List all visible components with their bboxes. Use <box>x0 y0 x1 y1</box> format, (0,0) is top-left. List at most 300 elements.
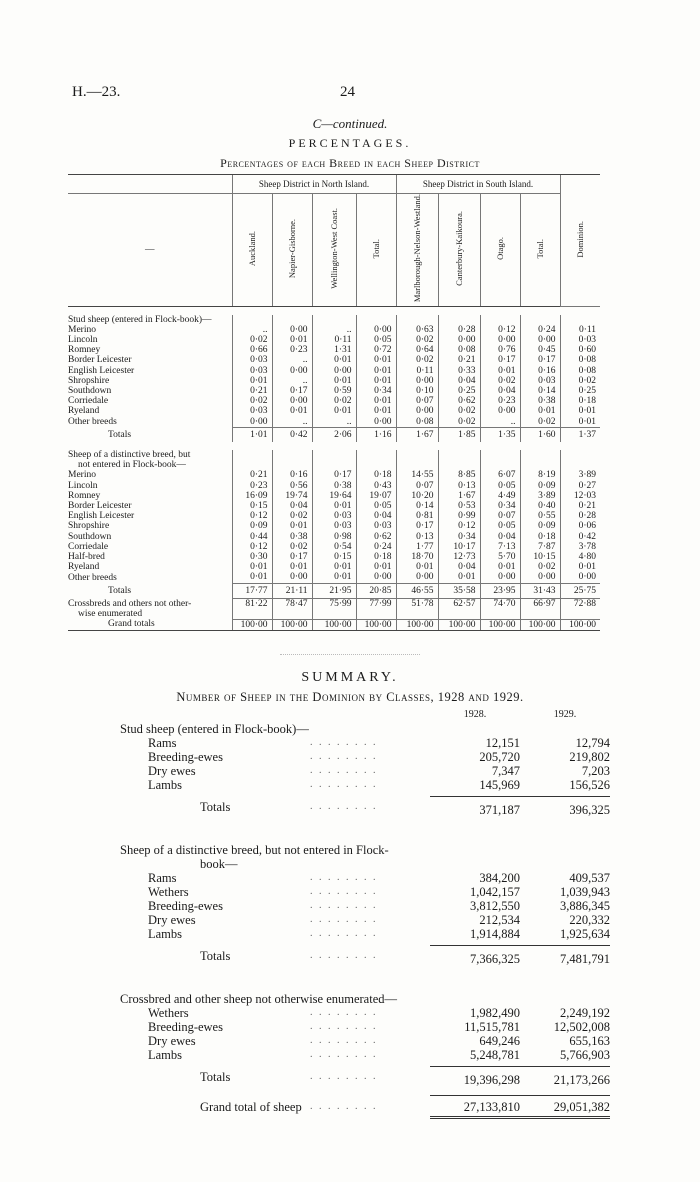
table-cell: 0·04 <box>480 386 520 396</box>
table-cell: 0·38 <box>520 396 560 406</box>
leader-dots: . . . . . . . . <box>310 1021 378 1032</box>
table-cell: 0·02 <box>520 417 560 428</box>
table-cell: .. <box>272 417 312 428</box>
table-cell: 0·02 <box>232 335 272 345</box>
table-cell: 0·00 <box>272 396 312 406</box>
table-cell: 0·30 <box>232 552 272 562</box>
row-label: Totals <box>108 429 132 440</box>
table-cell: 0·02 <box>272 542 312 552</box>
summary-title: SUMMARY. <box>301 670 399 685</box>
table-cell: 0·56 <box>272 481 312 491</box>
table-cell: 0·02 <box>396 355 438 365</box>
column-header: Marlborough-Nelson-Westland. <box>396 194 438 306</box>
table-cell: 0·04 <box>480 532 520 542</box>
table-cell: 2·06 <box>312 427 356 442</box>
table-cell: 0·81 <box>396 511 438 521</box>
table-cell: 0·63 <box>396 325 438 335</box>
row-label: Romney <box>68 490 101 501</box>
leader-dots: . . . . . . . . <box>310 765 378 776</box>
table-cell: 0·12 <box>232 511 272 521</box>
table-cell: 0·00 <box>560 572 600 583</box>
table-row <box>68 542 600 552</box>
table-cell: 0·04 <box>438 376 480 386</box>
table-cell: 100·00 <box>560 619 600 630</box>
row-label: Southdown <box>68 385 112 396</box>
table-row <box>120 1034 610 1048</box>
table-cell: 78·47 <box>272 598 312 609</box>
column-header: Total. <box>520 194 560 306</box>
table-cell: 0·00 <box>232 417 272 428</box>
table-cell: 0·17 <box>520 355 560 365</box>
table-cell: 0·02 <box>272 511 312 521</box>
table-cell: 0·17 <box>312 470 356 480</box>
row-label: Dry ewes <box>148 764 196 778</box>
section-heading-row <box>68 609 600 619</box>
table-cell: 0·01 <box>312 376 356 386</box>
table-cell: 0·08 <box>396 417 438 428</box>
section-heading: book— <box>200 857 238 871</box>
spacer-row <box>120 817 610 843</box>
table-cell: 0·12 <box>438 521 480 531</box>
table-cell: 25·75 <box>560 583 600 598</box>
leader-dots: . . . . . . . . <box>310 800 378 812</box>
continued-heading: C—continued. <box>312 116 388 131</box>
table-row <box>120 927 610 941</box>
page-number: 24 <box>340 84 355 100</box>
row-label: Lincoln <box>68 480 98 491</box>
table-cell: 14·55 <box>396 470 438 480</box>
table-cell: 0·01 <box>272 562 312 572</box>
table-cell: 12·73 <box>438 552 480 562</box>
table-cell: 0·01 <box>312 355 356 365</box>
table-cell: .. <box>480 417 520 428</box>
value-1929: 396,325 <box>520 797 610 818</box>
table-cell: 0·00 <box>480 572 520 583</box>
table-cell: 19·64 <box>312 491 356 501</box>
table-cell: 0·02 <box>520 562 560 572</box>
column-header: Dominion. <box>560 175 600 307</box>
table-cell: 0·28 <box>438 325 480 335</box>
table-cell: 0·02 <box>438 417 480 428</box>
table-cell: 0·11 <box>396 366 438 376</box>
table-cell: 1·16 <box>356 427 396 442</box>
totals-row <box>68 583 600 598</box>
table-cell: 100·00 <box>396 619 438 630</box>
leader-dots: . . . . . . . . <box>310 751 378 762</box>
table-cell: 0·01 <box>480 366 520 376</box>
table-cell: 3·78 <box>560 542 600 552</box>
table-cell: 0·42 <box>272 427 312 442</box>
table-cell: 0·01 <box>312 406 356 416</box>
section-heading-row <box>120 992 610 1006</box>
section-heading-row <box>120 857 610 871</box>
value-1929: 3,886,345 <box>560 899 610 913</box>
table-row <box>120 1048 610 1062</box>
table-cell: 0·09 <box>232 521 272 531</box>
table-cell: 0·25 <box>438 386 480 396</box>
row-label: Lambs <box>148 927 183 941</box>
table-cell: 17·77 <box>232 583 272 598</box>
table-cell: 0·60 <box>560 345 600 355</box>
value-1928: 205,720 <box>479 750 520 764</box>
row-label: Half-bred <box>68 552 105 563</box>
table-cell: 0·23 <box>480 396 520 406</box>
table-cell: 75·99 <box>312 598 356 609</box>
row-label: Merino <box>68 470 96 481</box>
value-1928: 1,914,884 <box>470 927 520 941</box>
table-cell: 1·77 <box>396 542 438 552</box>
table-cell: 0·00 <box>480 335 520 345</box>
table-cell: 7·13 <box>480 542 520 552</box>
table-cell: 0·01 <box>356 562 396 572</box>
table-cell: 21·95 <box>312 583 356 598</box>
value-1928: 3,812,550 <box>470 899 520 913</box>
totals-row <box>68 427 600 442</box>
table-cell: 0·34 <box>480 501 520 511</box>
table-cell: 0·33 <box>438 366 480 376</box>
value-1929: 21,173,266 <box>520 1067 610 1088</box>
totals-row <box>120 1067 610 1088</box>
table-cell: 0·24 <box>520 325 560 335</box>
year-header: 1928. <box>463 709 487 720</box>
table-cell: 0·03 <box>356 521 396 531</box>
table-cell: 0·99 <box>438 511 480 521</box>
column-header: Napier-Gisborne. <box>272 194 312 306</box>
table-row <box>68 562 600 572</box>
table-row <box>68 386 600 396</box>
row-label: English Leicester <box>68 365 135 376</box>
stub-header: — <box>68 194 232 306</box>
table-cell: 0·54 <box>312 542 356 552</box>
table-row <box>68 501 600 511</box>
table-cell: 10·17 <box>438 542 480 552</box>
table-cell: 0·03 <box>560 335 600 345</box>
table-cell: 0·17 <box>272 552 312 562</box>
table-cell: 8·19 <box>520 470 560 480</box>
row-label: Dry ewes <box>148 913 196 927</box>
row-label: Lincoln <box>68 334 98 345</box>
table-cell: 0·62 <box>356 532 396 542</box>
table-row <box>68 481 600 491</box>
table-cell: 0·16 <box>520 366 560 376</box>
table-cell: 0·98 <box>312 532 356 542</box>
row-label: Border Leicester <box>68 501 132 511</box>
table-cell: 0·01 <box>356 376 396 386</box>
table-row <box>68 417 600 428</box>
table-cell: 0·21 <box>560 501 600 511</box>
table-cell: 0·62 <box>438 396 480 406</box>
table-cell: 0·24 <box>356 542 396 552</box>
table-cell: 0·01 <box>438 572 480 583</box>
table-cell: 0·09 <box>520 521 560 531</box>
leader-dots: . . . . . . . . <box>310 1070 378 1082</box>
table-row <box>68 511 600 521</box>
table-cell: 0·00 <box>356 417 396 428</box>
value-1929: 2,249,192 <box>560 1006 610 1020</box>
leader-dots: . . . . . . . . <box>310 737 378 748</box>
section-heading-row <box>120 843 610 857</box>
table-cell: 0·00 <box>312 366 356 376</box>
table-cell: 0·00 <box>272 366 312 376</box>
table-cell: 0·72 <box>356 345 396 355</box>
table-cell: 0·17 <box>272 386 312 396</box>
table-row <box>120 1020 610 1034</box>
table-cell: 0·02 <box>312 396 356 406</box>
table-cell: 21·11 <box>272 583 312 598</box>
table-row <box>120 913 610 927</box>
value-1928: 12,151 <box>485 736 520 750</box>
table-cell: 0·01 <box>356 355 396 365</box>
leader-dots: . . . . . . . . <box>310 872 378 883</box>
table-cell: 0·34 <box>438 532 480 542</box>
table-cell: 0·06 <box>560 521 600 531</box>
table-cell: 0·04 <box>438 562 480 572</box>
table-row <box>120 871 610 885</box>
table-cell: 1·67 <box>396 427 438 442</box>
table-row <box>68 406 600 416</box>
table-cell: 0·09 <box>520 481 560 491</box>
leader-dots: . . . . . . . . <box>310 1049 378 1060</box>
table-cell: .. <box>272 376 312 386</box>
column-header: Auckland. <box>232 194 272 306</box>
section-heading: not entered in Flock-book— <box>78 460 186 471</box>
row-label: Romney <box>68 345 101 356</box>
table-cell: 0·05 <box>480 521 520 531</box>
table-cell: 0·04 <box>356 511 396 521</box>
grand-total-row <box>120 1096 610 1118</box>
table-cell: 100·00 <box>438 619 480 630</box>
table-cell: .. <box>312 325 356 335</box>
table-cell: 0·03 <box>312 511 356 521</box>
value-1928: 145,969 <box>479 778 520 792</box>
table-cell: 35·58 <box>438 583 480 598</box>
leader-dots: . . . . . . . . <box>310 949 378 961</box>
table-cell: 1·60 <box>520 427 560 442</box>
table-cell: 5·70 <box>480 552 520 562</box>
table-cell: 1·67 <box>438 491 480 501</box>
row-label: Crossbreds and others not other- <box>68 598 192 609</box>
value-1929: 220,332 <box>569 913 610 927</box>
value-1929: 12,794 <box>575 736 610 750</box>
table-cell: 0·07 <box>396 481 438 491</box>
section-heading: Stud sheep (entered in Flock-book)— <box>68 314 212 325</box>
row-label: Wethers <box>148 1006 189 1020</box>
table-cell: 0·02 <box>438 406 480 416</box>
value-1929: 1,039,943 <box>560 885 610 899</box>
table-cell: 0·21 <box>232 470 272 480</box>
table-row <box>68 532 600 542</box>
table-row <box>120 750 610 764</box>
table-cell: 0·08 <box>560 355 600 365</box>
table-cell: 18·70 <box>396 552 438 562</box>
table-cell: 0·53 <box>438 501 480 511</box>
table-cell: 0·43 <box>356 481 396 491</box>
table-cell: 0·01 <box>232 376 272 386</box>
table-row <box>68 345 600 355</box>
table-cell: 0·02 <box>232 396 272 406</box>
table-cell: 0·15 <box>232 501 272 511</box>
table-cell: 62·57 <box>438 598 480 609</box>
table-cell: 0·01 <box>480 562 520 572</box>
table-cell: 100·00 <box>312 619 356 630</box>
totals-row <box>120 797 610 818</box>
value-1929: 5,766,903 <box>560 1048 610 1062</box>
table-cell: .. <box>232 325 272 335</box>
table-cell: 0·27 <box>560 481 600 491</box>
section-heading: Crossbred and other sheep not otherwise enumerated— <box>120 992 398 1006</box>
table-row <box>68 366 600 376</box>
table-cell: 0·02 <box>396 335 438 345</box>
leader-dots: . . . . . . . . <box>310 886 378 897</box>
section-divider <box>280 654 420 655</box>
table-cell: 0·16 <box>272 470 312 480</box>
table-cell: 0·15 <box>312 552 356 562</box>
table-cell: 0·05 <box>356 501 396 511</box>
table-cell: 8·85 <box>438 470 480 480</box>
value-1929: 12,502,008 <box>553 1020 610 1034</box>
row-label: Corriedale <box>68 541 109 552</box>
table-cell: 23·95 <box>480 583 520 598</box>
table-cell: 0·14 <box>396 501 438 511</box>
table-row <box>68 521 600 531</box>
table-cell: 0·00 <box>396 376 438 386</box>
table-row <box>68 355 600 365</box>
table-cell: 0·05 <box>480 481 520 491</box>
table-cell: 0·18 <box>520 532 560 542</box>
section-heading-row <box>68 315 600 325</box>
percentages-title: PERCENTAGES. <box>288 136 412 150</box>
row-label: Merino <box>68 324 96 335</box>
value-1928: 212,534 <box>479 913 520 927</box>
table-row <box>68 396 600 406</box>
table-cell: .. <box>272 355 312 365</box>
grand-totals-row <box>68 619 600 630</box>
table-cell: 0·00 <box>272 572 312 583</box>
row-label: Totals <box>200 948 231 963</box>
table-cell: 0·01 <box>520 406 560 416</box>
section-heading-row <box>68 460 600 470</box>
table-cell: 0·18 <box>356 470 396 480</box>
percentages-subtitle: Percentages of each Breed in each Sheep District <box>220 156 480 170</box>
row-label: Ryeland <box>68 562 100 573</box>
table-row <box>120 764 610 778</box>
value-1928: 1,982,490 <box>470 1006 520 1020</box>
table-cell: 74·70 <box>480 598 520 609</box>
table-row <box>68 552 600 562</box>
table-cell: 0·64 <box>396 345 438 355</box>
table-cell: 100·00 <box>356 619 396 630</box>
table-cell: 0·02 <box>560 376 600 386</box>
table-cell: 0·25 <box>560 386 600 396</box>
value-1929: 219,802 <box>569 750 610 764</box>
table-cell: 0·00 <box>396 406 438 416</box>
table-cell: 0·03 <box>232 406 272 416</box>
year-header-row <box>120 708 610 722</box>
percentages-table <box>68 174 600 631</box>
row-label: Totals <box>200 1069 231 1084</box>
table-cell: 1·31 <box>312 345 356 355</box>
table-cell: 0·01 <box>312 572 356 583</box>
table-cell: 0·01 <box>356 406 396 416</box>
table-cell: 0·01 <box>560 406 600 416</box>
table-cell: 10·20 <box>396 491 438 501</box>
table-cell: 0·12 <box>480 325 520 335</box>
column-header: Total. <box>356 194 396 306</box>
value-1928: 11,515,781 <box>464 1020 520 1034</box>
leader-dots: . . . . . . . . <box>310 1100 378 1112</box>
spacer-row <box>68 442 600 450</box>
table-cell: 0·01 <box>272 406 312 416</box>
table-row <box>68 572 600 583</box>
table-cell: 0·18 <box>356 552 396 562</box>
section-heading: Sheep of a distinctive breed, but <box>68 449 191 460</box>
table-row <box>68 470 600 480</box>
spacer-row <box>120 1087 610 1096</box>
summary-table <box>120 708 610 1119</box>
table-cell: 0·14 <box>520 386 560 396</box>
row-label: Totals <box>108 585 132 596</box>
value-1928: 5,248,781 <box>470 1048 520 1062</box>
table-cell: 0·01 <box>356 396 396 406</box>
table-cell: 16·09 <box>232 491 272 501</box>
table-cell: 0·38 <box>312 481 356 491</box>
table-cell: 0·10 <box>396 386 438 396</box>
table-cell: 6·07 <box>480 470 520 480</box>
table-cell: 0·13 <box>396 532 438 542</box>
value-1929: 1,925,634 <box>560 927 610 941</box>
table-cell: 0·01 <box>560 562 600 572</box>
leader-dots: . . . . . . . . <box>310 900 378 911</box>
table-cell: 0·17 <box>396 521 438 531</box>
table-cell: 66·97 <box>520 598 560 609</box>
table-cell: 1·85 <box>438 427 480 442</box>
value-1928: 371,187 <box>430 797 520 818</box>
table-cell: 0·17 <box>480 355 520 365</box>
year-header: 1929. <box>553 709 577 720</box>
value-1929: 156,526 <box>569 778 610 792</box>
blank-header <box>68 175 232 194</box>
leader-dots: . . . . . . . . <box>310 779 378 790</box>
table-row <box>68 491 600 501</box>
row-label: English Leicester <box>68 511 135 522</box>
table-cell: 12·03 <box>560 491 600 501</box>
table-cell: 0·00 <box>356 572 396 583</box>
table-cell: 4·49 <box>480 491 520 501</box>
row-label: Border Leicester <box>68 355 132 366</box>
table-cell: 81·22 <box>232 598 272 609</box>
row-label: Breeding-ewes <box>148 1020 223 1034</box>
table-cell: 0·01 <box>232 562 272 572</box>
row-label: Shropshire <box>68 521 110 532</box>
row-label: Rams <box>148 871 177 885</box>
table-cell: 0·66 <box>232 345 272 355</box>
row-label: Rams <box>148 736 177 750</box>
value-1928: 649,246 <box>479 1034 520 1048</box>
table-cell: 0·00 <box>480 406 520 416</box>
value-1929: 29,051,382 <box>520 1096 610 1118</box>
table-cell: 0·08 <box>438 345 480 355</box>
table-cell: 0·38 <box>272 532 312 542</box>
table-cell: 0·03 <box>312 521 356 531</box>
table-cell: 0·07 <box>396 396 438 406</box>
row-label: Shropshire <box>68 375 110 386</box>
table-cell: 0·00 <box>272 325 312 335</box>
table-cell: 0·01 <box>312 562 356 572</box>
leader-dots: . . . . . . . . <box>310 1007 378 1018</box>
row-label: Lambs <box>148 778 183 792</box>
table-row <box>68 335 600 345</box>
summary-subtitle: Number of Sheep in the Dominion by Classes, 1928 and 1929. <box>176 690 524 704</box>
